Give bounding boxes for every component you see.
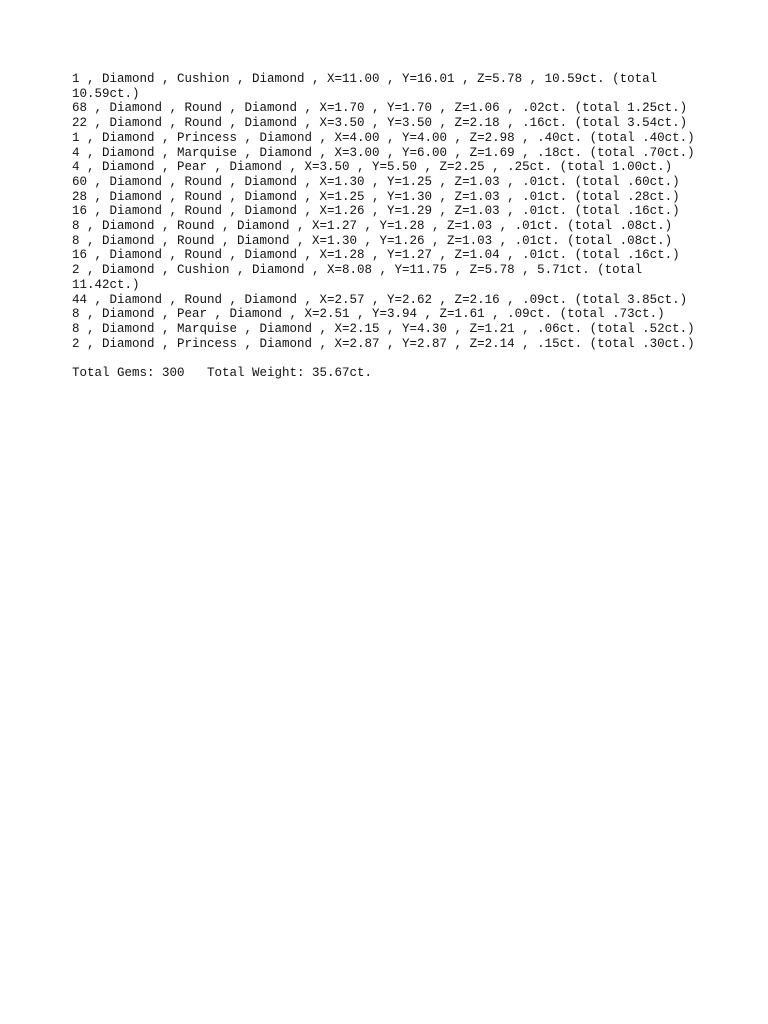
totals-summary: Total Gems: 300 Total Weight: 35.67ct. [72,366,373,381]
gem-list [72,72,702,351]
gem-line: 1 , Diamond , Princess , Diamond , X=4.00 , Y=4.00 , Z=2.98 , .40ct. (total .40ct.) [72,130,695,145]
gem-report [72,72,702,381]
gem-line: 4 , Diamond , Marquise , Diamond , X=3.00 , Y=6.00 , Z=1.69 , .18ct. (total .70ct.) [72,145,695,160]
gem-line: 22 , Diamond , Round , Diamond , X=3.50 , Y=3.50 , Z=2.18 , .16ct. (total 3.54ct.) [72,116,688,131]
gem-line: 68 , Diamond , Round , Diamond , X=1.70 , Y=1.70 , Z=1.06 , .02ct. (total 1.25ct.) [72,101,688,116]
gem-line: 8 , Diamond , Round , Diamond , X=1.27 , Y=1.28 , Z=1.03 , .01ct. (total .08ct.) [72,219,673,234]
gem-line: 4 , Diamond , Pear , Diamond , X=3.50 , Y=5.50 , Z=2.25 , .25ct. (total 1.00ct.) [72,160,673,175]
gem-line: 2 , Diamond , Cushion , Diamond , X=8.08 , Y=11.75 , Z=5.78 , 5.71ct. (total 11.42ct.) [72,263,643,292]
gem-line: 8 , Diamond , Pear , Diamond , X=2.51 , Y=3.94 , Z=1.61 , .09ct. (total .73ct.) [72,307,665,322]
gem-line: 60 , Diamond , Round , Diamond , X=1.30 , Y=1.25 , Z=1.03 , .01ct. (total .60ct.) [72,174,680,189]
gem-line: 2 , Diamond , Princess , Diamond , X=2.87 , Y=2.87 , Z=2.14 , .15ct. (total .30ct.) [72,336,695,351]
gem-line: 8 , Diamond , Marquise , Diamond , X=2.15 , Y=4.30 , Z=1.21 , .06ct. (total .52ct.) [72,321,695,336]
gem-line: 1 , Diamond , Cushion , Diamond , X=11.00 , Y=16.01 , Z=5.78 , 10.59ct. (total 10.59ct.) [72,72,658,101]
gem-line: 28 , Diamond , Round , Diamond , X=1.25 , Y=1.30 , Z=1.03 , .01ct. (total .28ct.) [72,189,680,204]
gem-line: 44 , Diamond , Round , Diamond , X=2.57 , Y=2.62 , Z=2.16 , .09ct. (total 3.85ct.) [72,292,688,307]
gem-line: 16 , Diamond , Round , Diamond , X=1.26 , Y=1.29 , Z=1.03 , .01ct. (total .16ct.) [72,204,680,219]
gem-line: 8 , Diamond , Round , Diamond , X=1.30 , Y=1.26 , Z=1.03 , .01ct. (total .08ct.) [72,233,673,248]
gem-line: 16 , Diamond , Round , Diamond , X=1.28 , Y=1.27 , Z=1.04 , .01ct. (total .16ct.) [72,248,680,263]
